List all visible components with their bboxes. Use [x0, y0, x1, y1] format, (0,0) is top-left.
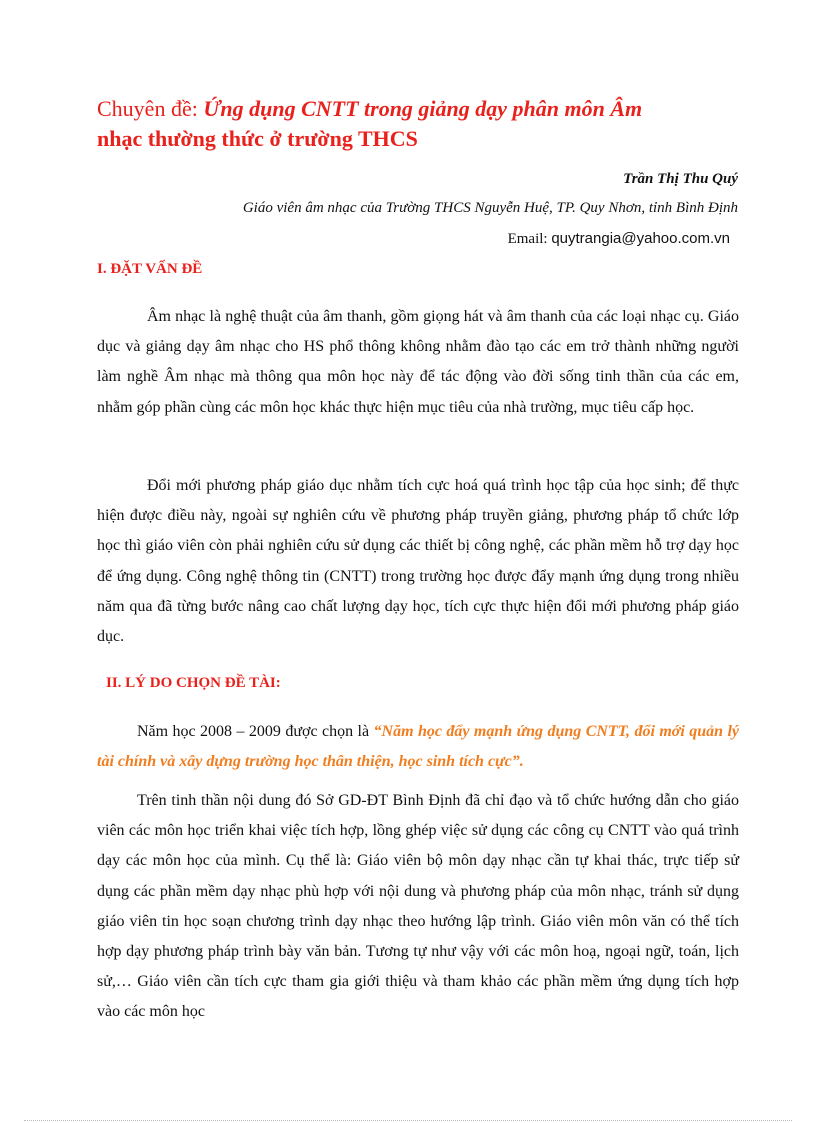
section1-paragraph-1: Âm nhạc là nghệ thuật của âm thanh, gồm giọng hát và âm thanh của các loại nhạc cụ. Giáo dục và giảng dạy âm nhạc cho HS phổ thông không nhằm đào tạo các em trở thành những người làm nghề Âm nhạc mà thông qua môn học này để tác động vào đời sống tinh thần của các em, nhằm góp phần cùng các môn học khác thực hiện mục tiêu của nhà trường, mục tiêu cấp học.	[97, 308, 739, 416]
title-lead: Chuyên đề:	[97, 96, 204, 121]
section-heading-dat-van-de: I. ĐẶT VẤN ĐỀ	[97, 261, 203, 277]
document-title	[97, 94, 739, 154]
section2-paragraph-1	[97, 717, 739, 777]
section-heading-ly-do: II. LÝ DO CHỌN ĐỀ TÀI:	[106, 675, 281, 691]
title-main: Ứng dụng CNTT trong giảng dạy phân môn Âm	[203, 96, 643, 121]
paragraph-intro: Năm học 2008 – 2009 được chọn là	[137, 723, 374, 740]
author-email	[508, 230, 730, 248]
author-name: Trần Thị Thu Quý	[623, 171, 738, 187]
title-main-line2: nhạc thường thức ở trường THCS	[97, 126, 418, 151]
section1-paragraph-2: Đổi mới phương pháp giáo dục nhằm tích cực hoá quá trình học tập của học sinh; để thực hiện được điều này, ngoài sự nghiên cứu về phương pháp truyền giảng, phương pháp tổ chức lớp học thì giáo viên còn phải nghiên cứu sử dụng các thiết bị công nghệ, các phần mềm hỗ trợ dạy học để ứng dụng. Công nghệ thông tin (CNTT) trong trường học được đẩy mạnh ứng dụng trong nhiều năm qua đã từng bước nâng cao chất lượng dạy học, tích cực thực hiện đổi mới phương pháp giáo dục.	[97, 477, 739, 646]
section2-paragraph-2: Trên tinh thần nội dung đó Sở GD-ĐT Bình Định đã chỉ đạo và tổ chức hướng dẫn cho giáo viên các môn học triển khai việc tích hợp, lồng ghép việc sử dụng các công cụ CNTT vào quá trình dạy các môn học của mình. Cụ thể là: Giáo viên bộ môn dạy nhạc cần tự khai thác, trực tiếp sử dụng các phần mềm dạy nhạc phù hợp với nội dung và phương pháp của môn nhạc, tránh sử dụng giáo viên tin học soạn chương trình dạy nhạc theo hướng lập trình. Giáo viên môn văn có thể tích hợp dạy phương pháp trình bày văn bản. Tương tự như vậy với các môn hoạ, ngoại ngữ, toán, lịch sử,… Giáo viên cần tích cực tham gia giới thiệu và tham khảo các phần mềm ứng dụng tích hợp vào các môn học	[97, 792, 739, 1021]
email-label: Email:	[507, 231, 552, 247]
email-address: quytrangia@yahoo.com.vn	[551, 230, 730, 247]
page-bottom-divider	[24, 1120, 792, 1121]
school-year-theme-quote: “Năm học đẩy mạnh ứng dụng CNTT, đổi mới quản lý tài chính và xây dựng trường học thân thiện, học sinh tích cực”.	[97, 723, 739, 771]
author-affiliation: Giáo viên âm nhạc của Trường THCS Nguyễn Huệ, TP. Quy Nhơn, tỉnh Bình Định	[242, 200, 738, 216]
